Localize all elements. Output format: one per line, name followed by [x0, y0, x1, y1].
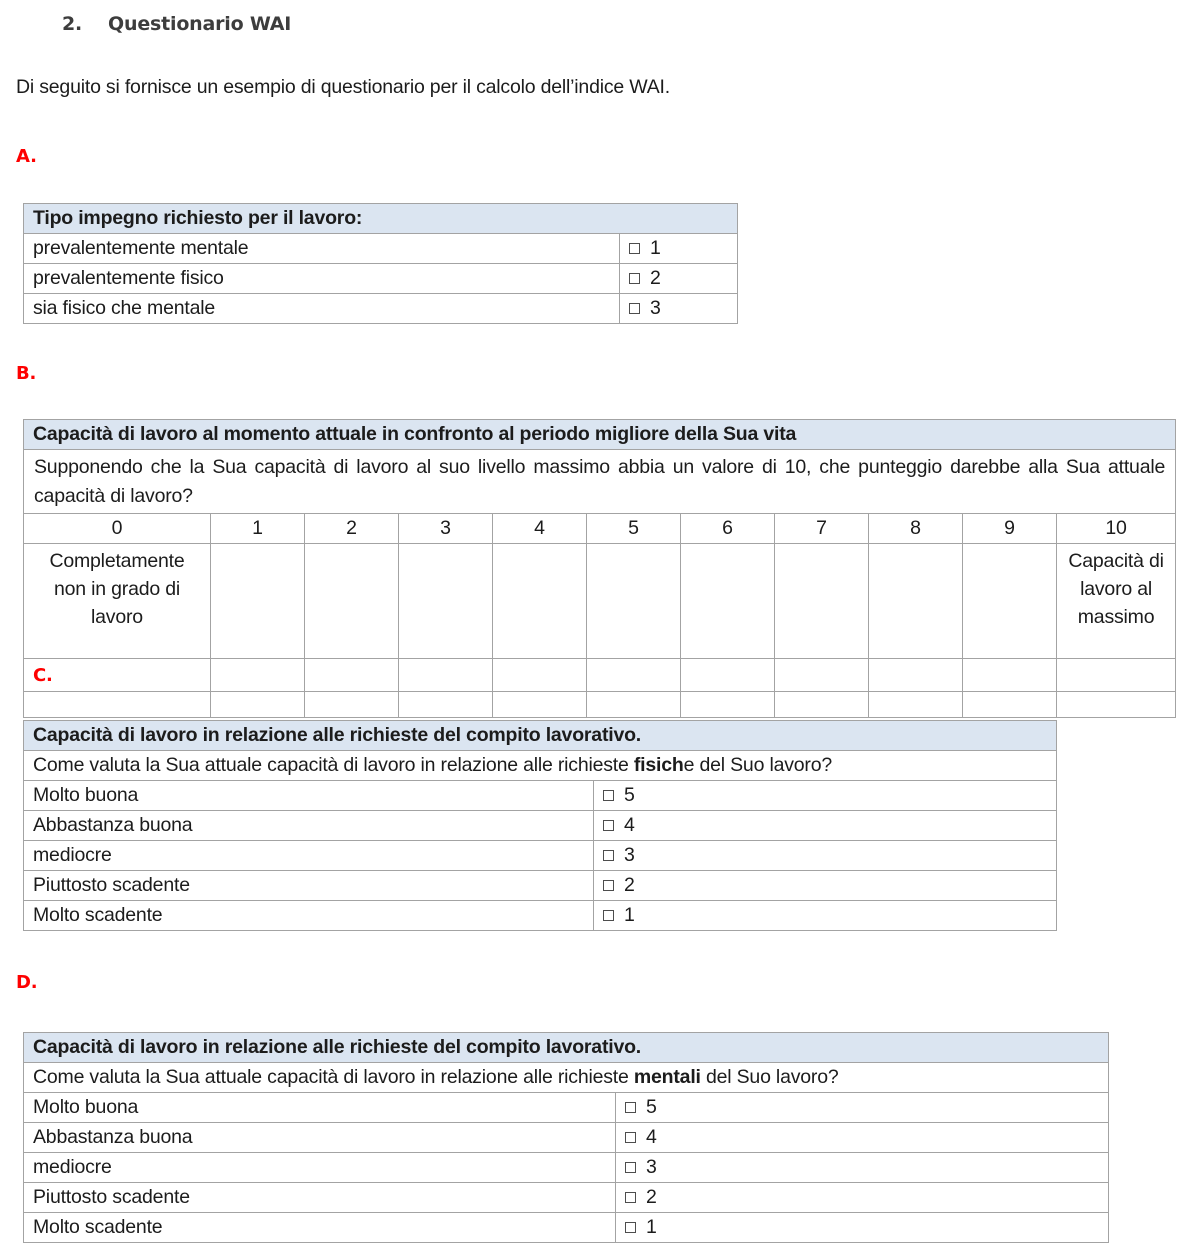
- checkbox-option[interactable]: [625, 1186, 657, 1208]
- option-label: Molto buona: [24, 1093, 616, 1123]
- scale-number-4: 4: [493, 514, 587, 544]
- option-answer-cell: [594, 901, 1057, 931]
- section-label-d: D.: [16, 972, 38, 993]
- checkbox-option[interactable]: [625, 1096, 657, 1118]
- checkbox-value: 1: [646, 1216, 657, 1238]
- checkbox-option[interactable]: [629, 297, 661, 319]
- scale-answer-cell[interactable]: [775, 544, 869, 659]
- scale-answer-cell[interactable]: [211, 544, 305, 659]
- table-current-work-ability: [23, 419, 1176, 718]
- table-header-row: [24, 721, 1057, 751]
- option-answer-cell: [594, 811, 1057, 841]
- table-header-row: [24, 420, 1176, 450]
- section-label-a: A.: [16, 146, 37, 167]
- table-row: [24, 659, 1176, 692]
- option-answer-cell: [620, 294, 738, 324]
- question-bold-word: fisich: [633, 754, 684, 776]
- scale-number-7: 7: [775, 514, 869, 544]
- checkbox-value: 3: [650, 297, 661, 319]
- heading-number: 2.: [62, 13, 83, 35]
- checkbox-icon: [625, 1222, 636, 1233]
- empty-cell: [211, 659, 305, 692]
- option-label: prevalentemente fisico: [24, 264, 620, 294]
- checkbox-value: 2: [646, 1186, 657, 1208]
- scale-label-row: [24, 544, 1176, 659]
- question-row: [24, 751, 1057, 781]
- option-answer-cell: [594, 781, 1057, 811]
- empty-cell: [493, 659, 587, 692]
- checkbox-value: 4: [646, 1126, 657, 1148]
- option-label: Molto buona: [24, 781, 594, 811]
- table-row: [24, 692, 1176, 718]
- checkbox-icon: [625, 1132, 636, 1143]
- empty-cell: [493, 692, 587, 718]
- table-row: [24, 1093, 1109, 1123]
- option-label: Molto scadente: [24, 901, 594, 931]
- table-c-question: [24, 751, 1057, 781]
- scale-answer-cell[interactable]: [963, 544, 1057, 659]
- option-label: mediocre: [24, 1153, 616, 1183]
- scale-number-8: 8: [869, 514, 963, 544]
- empty-cell: [211, 692, 305, 718]
- section-label-cell: [24, 659, 211, 692]
- checkbox-icon: [603, 850, 614, 861]
- empty-cell: [681, 659, 775, 692]
- checkbox-option[interactable]: [603, 814, 635, 836]
- empty-cell: [399, 692, 493, 718]
- table-row: [24, 871, 1057, 901]
- checkbox-option[interactable]: [603, 784, 635, 806]
- table-header-row: [24, 1033, 1109, 1063]
- checkbox-value: 3: [646, 1156, 657, 1178]
- checkbox-option[interactable]: [629, 237, 661, 259]
- question-text: Come valuta la Sua attuale capacità di lavoro in relazione alle richieste: [33, 1066, 634, 1088]
- checkbox-value: 5: [624, 784, 635, 806]
- table-row: [24, 841, 1057, 871]
- checkbox-value: 3: [624, 844, 635, 866]
- checkbox-icon: [625, 1192, 636, 1203]
- option-label: mediocre: [24, 841, 594, 871]
- intro-paragraph: Di seguito si fornisce un esempio di questionario per il calcolo dell’indice WAI.: [16, 76, 670, 98]
- table-row: [24, 811, 1057, 841]
- option-label: prevalentemente mentale: [24, 234, 620, 264]
- table-ability-physical-demands: [23, 720, 1057, 931]
- section-label-c: C.: [33, 664, 53, 686]
- checkbox-value: 5: [646, 1096, 657, 1118]
- empty-cell: [305, 692, 399, 718]
- checkbox-icon: [603, 880, 614, 891]
- table-d-question: [24, 1063, 1109, 1093]
- checkbox-value: 2: [624, 874, 635, 896]
- empty-cell: [963, 692, 1057, 718]
- option-label: Abbastanza buona: [24, 1123, 616, 1153]
- option-label: Piuttosto scadente: [24, 1183, 616, 1213]
- empty-cell: [399, 659, 493, 692]
- question-bold-word: mentali: [633, 1066, 701, 1088]
- table-b-header: Capacità di lavoro al momento attuale in confronto al periodo migliore della Sua vita: [24, 420, 1176, 450]
- table-row: [24, 234, 738, 264]
- scale-number-1: 1: [211, 514, 305, 544]
- option-answer-cell: [616, 1123, 1109, 1153]
- option-answer-cell: [616, 1183, 1109, 1213]
- scale-min-label: Completamente non in grado di lavoro: [24, 544, 211, 659]
- checkbox-option[interactable]: [629, 267, 661, 289]
- checkbox-option[interactable]: [625, 1216, 657, 1238]
- scale-number-6: 6: [681, 514, 775, 544]
- scale-answer-cell[interactable]: [493, 544, 587, 659]
- empty-cell: [1057, 692, 1176, 718]
- scale-answer-cell[interactable]: [587, 544, 681, 659]
- question-row: [24, 450, 1176, 514]
- table-row: [24, 1213, 1109, 1243]
- table-b-question: Supponendo che la Sua capacità di lavoro al suo livello massimo abbia un valore di 10, che punteggio darebbe alla Sua attuale capacità di lavoro?: [24, 450, 1176, 514]
- table-row: [24, 1123, 1109, 1153]
- option-label: sia fisico che mentale: [24, 294, 620, 324]
- empty-cell: [587, 659, 681, 692]
- table-row: [24, 264, 738, 294]
- checkbox-icon: [603, 820, 614, 831]
- table-row: [24, 1153, 1109, 1183]
- checkbox-icon: [603, 910, 614, 921]
- question-text: Come valuta la Sua attuale capacità di lavoro in relazione alle richieste: [33, 754, 634, 776]
- checkbox-value: 2: [650, 267, 661, 289]
- scale-number-5: 5: [587, 514, 681, 544]
- checkbox-icon: [629, 243, 640, 254]
- empty-cell: [681, 692, 775, 718]
- option-answer-cell: [620, 234, 738, 264]
- scale-answer-cell[interactable]: [681, 544, 775, 659]
- question-text: del Suo lavoro?: [700, 1066, 839, 1088]
- checkbox-option[interactable]: [603, 844, 635, 866]
- scale-number-9: 9: [963, 514, 1057, 544]
- scale-number-3: 3: [399, 514, 493, 544]
- table-row: [24, 781, 1057, 811]
- empty-cell: [1057, 659, 1176, 692]
- scale-number-0: 0: [24, 514, 211, 544]
- empty-cell: [775, 692, 869, 718]
- option-answer-cell: [616, 1093, 1109, 1123]
- checkbox-icon: [625, 1162, 636, 1173]
- empty-cell: [869, 659, 963, 692]
- scale-answer-cell[interactable]: [869, 544, 963, 659]
- checkbox-option[interactable]: [625, 1156, 657, 1178]
- scale-number-10: 10: [1057, 514, 1176, 544]
- table-work-type: [23, 203, 738, 324]
- option-answer-cell: [594, 871, 1057, 901]
- checkbox-icon: [603, 790, 614, 801]
- heading-text: Questionario WAI: [108, 13, 292, 35]
- question-text: e del Suo lavoro?: [683, 754, 832, 776]
- empty-cell: [775, 659, 869, 692]
- table-row: [24, 294, 738, 324]
- option-answer-cell: [616, 1153, 1109, 1183]
- checkbox-value: 4: [624, 814, 635, 836]
- table-a-header: Tipo impegno richiesto per il lavoro:: [24, 204, 738, 234]
- option-answer-cell: [594, 841, 1057, 871]
- checkbox-option[interactable]: [603, 874, 635, 896]
- section-label-b: B.: [16, 363, 37, 384]
- scale-number-2: 2: [305, 514, 399, 544]
- scale-number-row: [24, 514, 1176, 544]
- checkbox-option[interactable]: [625, 1126, 657, 1148]
- option-label: Abbastanza buona: [24, 811, 594, 841]
- option-label: Molto scadente: [24, 1213, 616, 1243]
- question-row: [24, 1063, 1109, 1093]
- option-answer-cell: [620, 264, 738, 294]
- empty-cell: [24, 692, 211, 718]
- empty-cell: [305, 659, 399, 692]
- empty-cell: [587, 692, 681, 718]
- checkbox-option[interactable]: [603, 904, 635, 926]
- table-row: [24, 901, 1057, 931]
- empty-cell: [869, 692, 963, 718]
- scale-answer-cell[interactable]: [305, 544, 399, 659]
- option-label: Piuttosto scadente: [24, 871, 594, 901]
- checkbox-icon: [629, 273, 640, 284]
- checkbox-icon: [629, 303, 640, 314]
- table-c-header: Capacità di lavoro in relazione alle richieste del compito lavorativo.: [24, 721, 1057, 751]
- option-answer-cell: [616, 1213, 1109, 1243]
- table-ability-mental-demands: [23, 1032, 1109, 1243]
- table-header-row: [24, 204, 738, 234]
- checkbox-icon: [625, 1102, 636, 1113]
- empty-cell: [963, 659, 1057, 692]
- table-d-header: Capacità di lavoro in relazione alle richieste del compito lavorativo.: [24, 1033, 1109, 1063]
- scale-max-label: Capacità di lavoro al massimo: [1057, 544, 1176, 659]
- page-title: [62, 13, 1190, 35]
- table-row: [24, 1183, 1109, 1213]
- checkbox-value: 1: [624, 904, 635, 926]
- checkbox-value: 1: [650, 237, 661, 259]
- scale-answer-cell[interactable]: [399, 544, 493, 659]
